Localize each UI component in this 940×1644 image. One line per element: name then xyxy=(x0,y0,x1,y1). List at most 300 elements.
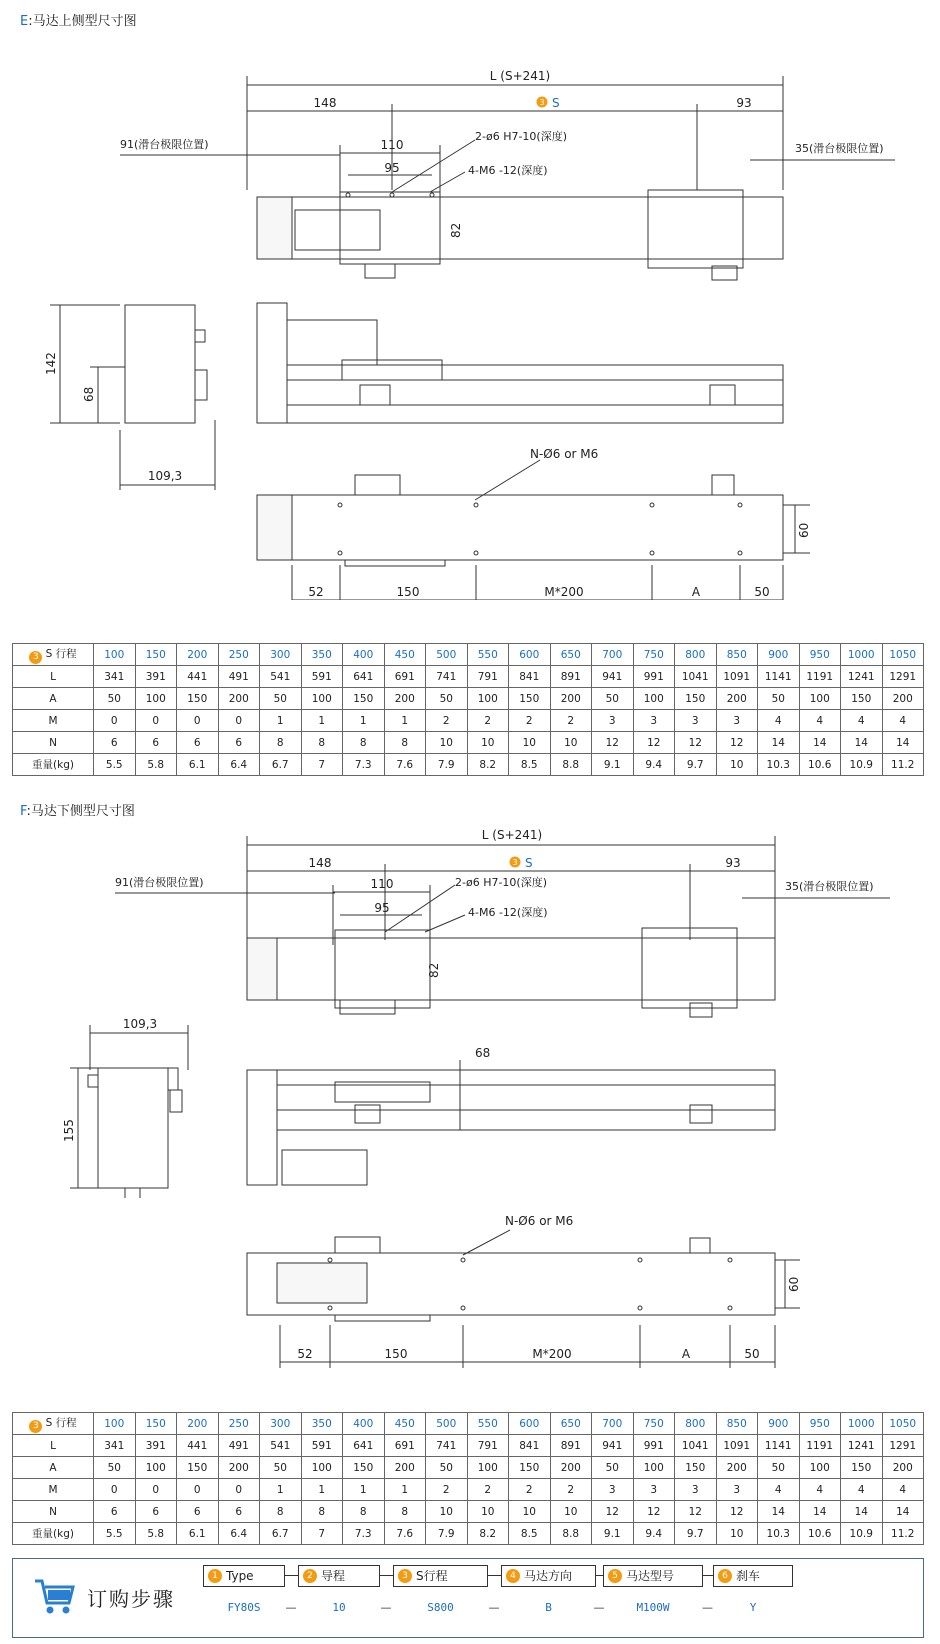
order-step-value: 10 xyxy=(332,1601,346,1614)
order-steps-panel xyxy=(12,1558,924,1638)
table-cell: 1091 xyxy=(716,1435,758,1457)
step-dash: — xyxy=(593,1601,605,1614)
table-row xyxy=(13,666,924,688)
table-cell: 7.9 xyxy=(426,1523,468,1545)
table-cell: 10 xyxy=(550,732,592,754)
table-cell: 200 xyxy=(716,1457,758,1479)
stroke-header: 600 xyxy=(509,644,551,666)
stroke-header: 100 xyxy=(94,1413,136,1435)
stroke-header: 400 xyxy=(343,1413,385,1435)
table-cell: 4 xyxy=(758,710,800,732)
stroke-header: 350 xyxy=(301,1413,343,1435)
table-cell: 100 xyxy=(467,688,509,710)
table-cell: 8 xyxy=(260,1501,302,1523)
table-cell: 4 xyxy=(841,710,883,732)
stroke-header: 750 xyxy=(633,1413,675,1435)
table-cell: 14 xyxy=(882,1501,924,1523)
table-cell: 100 xyxy=(135,688,177,710)
table-cell: 741 xyxy=(426,666,468,688)
table-cell: 8.5 xyxy=(509,754,551,776)
table-cell: 12 xyxy=(716,732,758,754)
dim-60-e: 60 xyxy=(797,522,811,538)
step-connector xyxy=(380,1575,393,1576)
table-cell: 491 xyxy=(218,666,260,688)
table-cell: 9.4 xyxy=(633,754,675,776)
table-cell: 941 xyxy=(592,666,634,688)
dim-148-f: 148 xyxy=(308,856,332,870)
table-cell: 5.8 xyxy=(135,754,177,776)
order-step-6: 6 刹车 xyxy=(713,1565,793,1587)
row-label: 重量(kg) xyxy=(13,1523,94,1545)
order-step-1: 1 Type xyxy=(203,1565,285,1587)
table-cell: 8 xyxy=(260,732,302,754)
dim-35: 35(滑台极限位置) xyxy=(795,142,884,155)
table-cell: 4 xyxy=(799,1479,841,1501)
order-step-value: S800 xyxy=(427,1601,454,1614)
table-cell: 2 xyxy=(426,710,468,732)
stroke-header: 100 xyxy=(94,644,136,666)
table-cell: 1241 xyxy=(841,1435,883,1457)
table-cell: 1141 xyxy=(758,1435,800,1457)
table-cell: 991 xyxy=(633,666,675,688)
table-cell: 841 xyxy=(509,1435,551,1457)
row-label: 重量(kg) xyxy=(13,754,94,776)
table-cell: 14 xyxy=(799,732,841,754)
hole-note-2-f: 4-M6 -12(深度) xyxy=(468,906,548,919)
row-label: A xyxy=(13,1457,94,1479)
stroke-header: 900 xyxy=(758,644,800,666)
step-connector xyxy=(703,1575,713,1576)
table-cell: 6 xyxy=(177,1501,219,1523)
table-cell: 14 xyxy=(841,1501,883,1523)
table-cell: 200 xyxy=(882,1457,924,1479)
table-cell: 4 xyxy=(882,1479,924,1501)
table-cell: 9.7 xyxy=(675,1523,717,1545)
stroke-header: 1000 xyxy=(841,1413,883,1435)
table-cell: 6.1 xyxy=(177,754,219,776)
table-cell: 150 xyxy=(177,1457,219,1479)
table-cell: 4 xyxy=(841,1479,883,1501)
table-cell: 8.8 xyxy=(550,754,592,776)
table-cell: 1 xyxy=(301,710,343,732)
table-cell: 200 xyxy=(384,1457,426,1479)
table-cell: 591 xyxy=(301,1435,343,1457)
table-row xyxy=(13,1479,924,1501)
table-cell: 7.3 xyxy=(343,1523,385,1545)
stroke-header: 800 xyxy=(675,644,717,666)
table-cell: 10 xyxy=(426,732,468,754)
dim-35-f: 35(滑台极限位置) xyxy=(785,880,874,893)
table-cell: 150 xyxy=(343,688,385,710)
stroke-header: 150 xyxy=(135,1413,177,1435)
table-cell: 50 xyxy=(94,1457,136,1479)
stroke-header: 250 xyxy=(218,1413,260,1435)
step-dash: — xyxy=(702,1601,713,1614)
dim-91: 91(滑台极限位置) xyxy=(120,138,209,151)
dim-109-e: 109,3 xyxy=(147,469,183,483)
dim-91-f: 91(滑台极限位置) xyxy=(115,876,204,889)
table-cell: 841 xyxy=(509,666,551,688)
hole-note-1-f: 2-ø6 H7-10(深度) xyxy=(455,876,548,889)
table-cell: 3 xyxy=(675,710,717,732)
table-cell: 2 xyxy=(509,710,551,732)
dim-S-f: S xyxy=(525,856,533,870)
table-cell: 0 xyxy=(218,710,260,732)
table-cell: 100 xyxy=(799,1457,841,1479)
table-row xyxy=(13,1523,924,1545)
table-cell: 3 xyxy=(592,710,634,732)
table-cell: 3 xyxy=(633,710,675,732)
dim-L: L (S+241) xyxy=(489,69,551,83)
stroke-header: 700 xyxy=(592,1413,634,1435)
section-f-title: F:马达下侧型尺寸图 xyxy=(20,804,135,819)
table-cell: 50 xyxy=(592,688,634,710)
table-cell: 691 xyxy=(384,1435,426,1457)
table-header-label: 3 S 行程 xyxy=(13,1413,94,1435)
stroke-header: 750 xyxy=(633,644,675,666)
stroke-header: 250 xyxy=(218,644,260,666)
table-cell: 6 xyxy=(94,1501,136,1523)
table-cell: 6.1 xyxy=(177,1523,219,1545)
stroke-header: 850 xyxy=(716,644,758,666)
table-cell: 50 xyxy=(260,1457,302,1479)
table-row xyxy=(13,732,924,754)
table-cell: 8 xyxy=(343,732,385,754)
stroke-header: 700 xyxy=(592,644,634,666)
stroke-header: 500 xyxy=(426,1413,468,1435)
stroke-header: 450 xyxy=(384,644,426,666)
table-cell: 50 xyxy=(592,1457,634,1479)
table-cell: 150 xyxy=(343,1457,385,1479)
stroke-header: 950 xyxy=(799,1413,841,1435)
spec-table-f xyxy=(12,1412,924,1545)
table-cell: 100 xyxy=(301,1457,343,1479)
step-connector xyxy=(596,1575,603,1576)
stroke-header: 300 xyxy=(260,644,302,666)
dim-A-f: A xyxy=(681,1347,691,1361)
hole-note-1: 2-ø6 H7-10(深度) xyxy=(475,130,568,143)
table-cell: 6 xyxy=(218,732,260,754)
dim-110-f: 110 xyxy=(370,877,394,891)
table-row xyxy=(13,1501,924,1523)
table-cell: 2 xyxy=(509,1479,551,1501)
table-cell: 100 xyxy=(633,1457,675,1479)
table-cell: 2 xyxy=(550,1479,592,1501)
step-dash: — xyxy=(285,1601,297,1614)
dim-93: 93 xyxy=(736,96,752,110)
table-cell: 200 xyxy=(716,688,758,710)
dim-93-f: 93 xyxy=(725,856,741,870)
table-cell: 12 xyxy=(633,1501,675,1523)
table-cell: 200 xyxy=(550,688,592,710)
table-cell: 741 xyxy=(426,1435,468,1457)
table-cell: 12 xyxy=(633,732,675,754)
row-label: L xyxy=(13,1435,94,1457)
table-cell: 12 xyxy=(592,732,634,754)
table-cell: 8 xyxy=(384,732,426,754)
table-cell: 7 xyxy=(301,754,343,776)
hole-note-n-f: N-Ø6 or M6 xyxy=(505,1214,574,1228)
stroke-header: 450 xyxy=(384,1413,426,1435)
table-cell: 1 xyxy=(260,710,302,732)
table-cell: 591 xyxy=(301,666,343,688)
table-cell: 1141 xyxy=(758,666,800,688)
table-cell: 0 xyxy=(135,710,177,732)
table-cell: 3 xyxy=(716,1479,758,1501)
table-cell: 8 xyxy=(301,732,343,754)
table-cell: 1291 xyxy=(882,1435,924,1457)
dim-109-f: 109,3 xyxy=(122,1017,158,1031)
table-cell: 7 xyxy=(301,1523,343,1545)
hole-note-2: 4-M6 -12(深度) xyxy=(468,164,548,177)
table-cell: 11.2 xyxy=(882,754,924,776)
table-cell: 10 xyxy=(550,1501,592,1523)
stroke-header: 400 xyxy=(343,644,385,666)
table-cell: 5.8 xyxy=(135,1523,177,1545)
table-cell: 10 xyxy=(426,1501,468,1523)
table-cell: 491 xyxy=(218,1435,260,1457)
table-cell: 4 xyxy=(799,710,841,732)
stroke-header: 650 xyxy=(550,644,592,666)
table-cell: 0 xyxy=(177,710,219,732)
table-cell: 391 xyxy=(135,666,177,688)
stroke-header: 350 xyxy=(301,644,343,666)
table-row xyxy=(13,710,924,732)
row-label: M xyxy=(13,710,94,732)
table-cell: 3 xyxy=(675,1479,717,1501)
table-cell: 1291 xyxy=(882,666,924,688)
table-cell: 4 xyxy=(882,710,924,732)
table-cell: 7.6 xyxy=(384,1523,426,1545)
table-cell: 2 xyxy=(467,1479,509,1501)
table-cell: 791 xyxy=(467,1435,509,1457)
step-connector xyxy=(488,1575,501,1576)
stroke-header: 1050 xyxy=(882,644,924,666)
spec-table-e xyxy=(12,643,924,776)
stroke-header: 200 xyxy=(177,1413,219,1435)
table-cell: 9.4 xyxy=(633,1523,675,1545)
table-cell: 941 xyxy=(592,1435,634,1457)
table-cell: 6 xyxy=(94,732,136,754)
table-cell: 8 xyxy=(301,1501,343,1523)
table-cell: 100 xyxy=(467,1457,509,1479)
table-cell: 150 xyxy=(177,688,219,710)
table-cell: 2 xyxy=(467,710,509,732)
table-cell: 1041 xyxy=(675,1435,717,1457)
order-title: 订购步骤 xyxy=(87,1587,175,1611)
table-cell: 14 xyxy=(758,732,800,754)
table-cell: 8.8 xyxy=(550,1523,592,1545)
svg-text:3: 3 xyxy=(512,858,518,867)
order-step-value: FY80S xyxy=(227,1601,261,1614)
table-cell: 50 xyxy=(260,688,302,710)
table-cell: 5.5 xyxy=(94,1523,136,1545)
table-cell: 150 xyxy=(841,688,883,710)
table-cell: 10.3 xyxy=(758,1523,800,1545)
dim-82-f: 82 xyxy=(427,962,441,978)
row-label: M xyxy=(13,1479,94,1501)
dim-S: S xyxy=(552,96,560,110)
table-cell: 12 xyxy=(716,1501,758,1523)
table-cell: 100 xyxy=(135,1457,177,1479)
table-cell: 541 xyxy=(260,666,302,688)
table-cell: 10 xyxy=(716,1523,758,1545)
stroke-header: 200 xyxy=(177,644,219,666)
table-cell: 7.6 xyxy=(384,754,426,776)
table-cell: 991 xyxy=(633,1435,675,1457)
table-cell: 1191 xyxy=(799,1435,841,1457)
table-cell: 150 xyxy=(509,1457,551,1479)
order-step-value: B xyxy=(545,1601,552,1614)
table-cell: 1 xyxy=(260,1479,302,1501)
table-cell: 641 xyxy=(343,666,385,688)
table-cell: 10.9 xyxy=(841,754,883,776)
svg-text:3: 3 xyxy=(539,98,545,107)
stroke-header: 550 xyxy=(467,644,509,666)
dim-m200-f: M*200 xyxy=(532,1347,572,1361)
table-cell: 8.5 xyxy=(509,1523,551,1545)
table-cell: 4 xyxy=(758,1479,800,1501)
table-cell: 10 xyxy=(467,1501,509,1523)
row-label: N xyxy=(13,732,94,754)
table-cell: 200 xyxy=(384,688,426,710)
order-step-4: 4 马达方向 xyxy=(501,1565,596,1587)
table-cell: 150 xyxy=(509,688,551,710)
table-cell: 441 xyxy=(177,1435,219,1457)
table-row xyxy=(13,754,924,776)
table-cell: 3 xyxy=(633,1479,675,1501)
dim-82: 82 xyxy=(449,222,463,238)
table-cell: 7.3 xyxy=(343,754,385,776)
stroke-header: 950 xyxy=(799,644,841,666)
table-cell: 12 xyxy=(675,1501,717,1523)
table-cell: 12 xyxy=(592,1501,634,1523)
table-row xyxy=(13,688,924,710)
table-cell: 10 xyxy=(467,732,509,754)
dim-L-f: L (S+241) xyxy=(481,828,543,842)
table-cell: 1 xyxy=(384,1479,426,1501)
table-cell: 50 xyxy=(426,1457,468,1479)
table-cell: 0 xyxy=(94,710,136,732)
table-cell: 200 xyxy=(218,1457,260,1479)
table-cell: 3 xyxy=(592,1479,634,1501)
stroke-header: 600 xyxy=(509,1413,551,1435)
table-cell: 791 xyxy=(467,666,509,688)
table-cell: 150 xyxy=(675,1457,717,1479)
table-cell: 1091 xyxy=(716,666,758,688)
dim-110: 110 xyxy=(380,138,404,152)
table-cell: 341 xyxy=(94,666,136,688)
table-cell: 2 xyxy=(426,1479,468,1501)
table-cell: 100 xyxy=(799,688,841,710)
table-cell: 10 xyxy=(509,1501,551,1523)
table-cell: 14 xyxy=(841,732,883,754)
dim-52-f: 52 xyxy=(297,1347,313,1361)
dim-155: 155 xyxy=(62,1119,76,1142)
table-cell: 6 xyxy=(135,1501,177,1523)
table-cell: 6.7 xyxy=(260,754,302,776)
drawing-e xyxy=(0,0,940,600)
table-cell: 2 xyxy=(550,710,592,732)
table-cell: 891 xyxy=(550,1435,592,1457)
table-cell: 1 xyxy=(343,710,385,732)
step-connector xyxy=(285,1575,298,1576)
table-cell: 3 xyxy=(716,710,758,732)
table-cell: 0 xyxy=(218,1479,260,1501)
table-cell: 150 xyxy=(675,688,717,710)
table-cell: 541 xyxy=(260,1435,302,1457)
table-cell: 50 xyxy=(94,688,136,710)
table-cell: 10.3 xyxy=(758,754,800,776)
table-cell: 1 xyxy=(301,1479,343,1501)
table-cell: 6 xyxy=(177,732,219,754)
table-cell: 9.1 xyxy=(592,754,634,776)
table-cell: 10.6 xyxy=(799,754,841,776)
stroke-header: 550 xyxy=(467,1413,509,1435)
dim-150-f: 150 xyxy=(384,1347,408,1361)
table-cell: 8.2 xyxy=(467,1523,509,1545)
hole-note-n-e: N-Ø6 or M6 xyxy=(530,447,599,461)
table-cell: 0 xyxy=(135,1479,177,1501)
dim-52-e: 52 xyxy=(308,585,324,599)
table-cell: 100 xyxy=(301,688,343,710)
table-cell: 6.4 xyxy=(218,1523,260,1545)
dim-68: 68 xyxy=(82,386,96,402)
table-cell: 6 xyxy=(135,732,177,754)
table-cell: 6 xyxy=(218,1501,260,1523)
table-cell: 11.2 xyxy=(882,1523,924,1545)
table-cell: 391 xyxy=(135,1435,177,1457)
table-cell: 10.6 xyxy=(799,1523,841,1545)
table-cell: 5.5 xyxy=(94,754,136,776)
table-cell: 0 xyxy=(177,1479,219,1501)
stroke-header: 150 xyxy=(135,644,177,666)
table-cell: 14 xyxy=(758,1501,800,1523)
dim-95: 95 xyxy=(384,161,400,175)
table-cell: 9.7 xyxy=(675,754,717,776)
table-cell: 200 xyxy=(218,688,260,710)
order-step-2: 2 导程 xyxy=(298,1565,380,1587)
drawing-f xyxy=(0,820,940,1370)
cart-icon xyxy=(33,1577,77,1617)
table-row xyxy=(13,1457,924,1479)
table-cell: 50 xyxy=(426,688,468,710)
table-cell: 341 xyxy=(94,1435,136,1457)
table-cell: 10.9 xyxy=(841,1523,883,1545)
table-cell: 1191 xyxy=(799,666,841,688)
table-cell: 12 xyxy=(675,732,717,754)
table-cell: 8.2 xyxy=(467,754,509,776)
table-cell: 100 xyxy=(633,688,675,710)
table-cell: 7.9 xyxy=(426,754,468,776)
table-cell: 50 xyxy=(758,1457,800,1479)
row-label: A xyxy=(13,688,94,710)
dim-A-e: A xyxy=(691,585,701,599)
stroke-header: 1000 xyxy=(841,644,883,666)
table-cell: 6.7 xyxy=(260,1523,302,1545)
stroke-header: 500 xyxy=(426,644,468,666)
dim-50-f: 50 xyxy=(744,1347,760,1361)
order-step-value: Y xyxy=(749,1601,757,1614)
table-cell: 9.1 xyxy=(592,1523,634,1545)
dim-148: 148 xyxy=(313,96,337,110)
table-cell: 691 xyxy=(384,666,426,688)
table-cell: 14 xyxy=(799,1501,841,1523)
table-cell: 150 xyxy=(841,1457,883,1479)
dim-68-f: 68 xyxy=(475,1046,491,1060)
dim-95-f: 95 xyxy=(374,901,390,915)
row-label: N xyxy=(13,1501,94,1523)
